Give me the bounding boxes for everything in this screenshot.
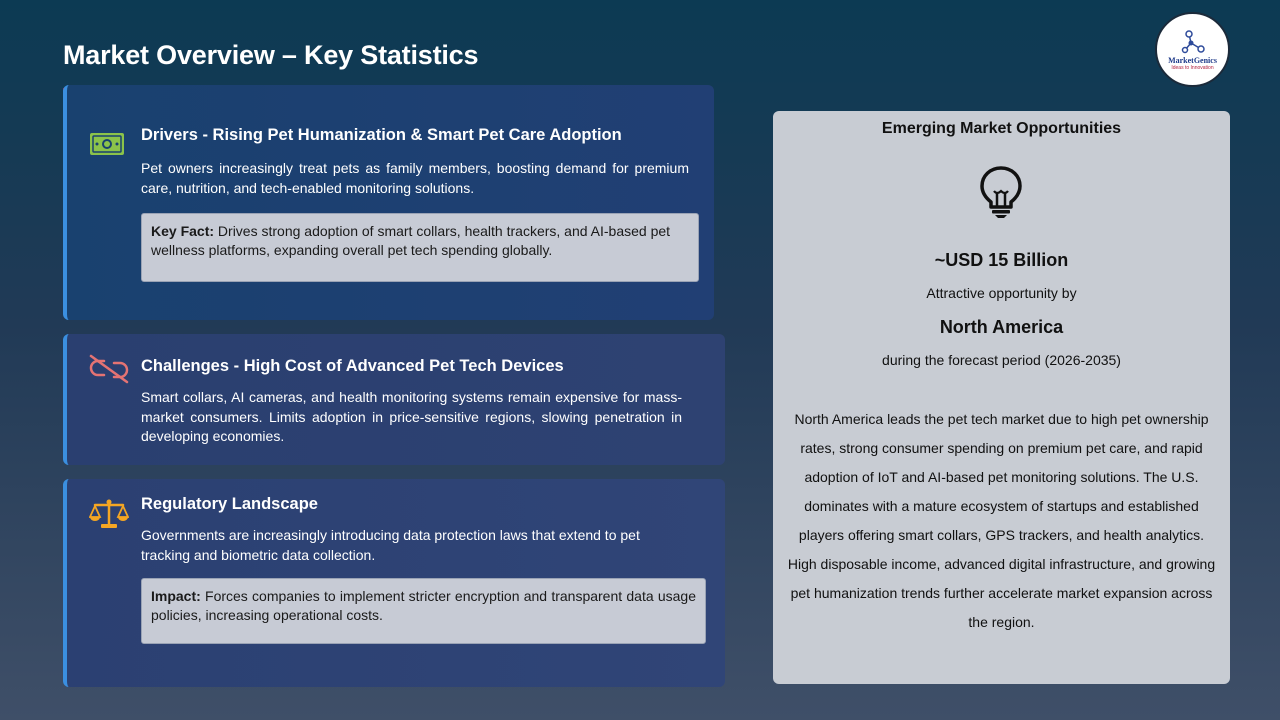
- challenges-body: Smart collars, AI cameras, and health monitoring systems remain expensive for mass-market consumers. Limits adoption in price-sensitive regions, slowing penetration in developing economies.: [141, 389, 682, 444]
- impact-label: Impact:: [151, 588, 201, 604]
- logo-name: MarketGenics: [1168, 55, 1217, 65]
- broken-link-icon: [89, 354, 129, 384]
- challenges-heading: Challenges - High Cost of Advanced Pet Tech Devices: [141, 357, 564, 375]
- regulatory-impact: [141, 578, 706, 644]
- regulatory-card: [63, 479, 725, 687]
- company-logo: [1155, 12, 1230, 87]
- regulatory-heading: Regulatory Landscape: [141, 495, 318, 513]
- forecast-period: during the forecast period (2026-2035): [882, 352, 1121, 368]
- page-title: Market Overview – Key Statistics: [63, 40, 479, 70]
- lightbulb-icon: [977, 165, 1025, 219]
- opportunity-panel: [773, 111, 1230, 684]
- money-icon: [89, 130, 125, 158]
- regulatory-body: Governments are increasingly introducing data protection laws that extend to pet tracking and biometric data collection.: [141, 527, 640, 563]
- key-fact-label: Key Fact:: [151, 223, 215, 239]
- drivers-card: [63, 85, 714, 320]
- drivers-heading: Drivers - Rising Pet Humanization & Smart Pet Care Adoption: [141, 126, 622, 144]
- impact-text: Forces companies to implement stricter encryption and transparent data usage policies, increasing operational costs.: [151, 588, 696, 623]
- opportunity-heading: Emerging Market Opportunities: [881, 120, 1122, 137]
- opportunity-value: ~USD 15 Billion: [934, 250, 1069, 270]
- drivers-body: Pet owners increasingly treat pets as family members, boosting demand for premium care, nutrition, and tech-enabled monitoring solutions.: [141, 160, 689, 196]
- molecule-logo-icon: [1180, 29, 1206, 55]
- drivers-key-fact: [141, 213, 699, 282]
- scales-icon: [89, 498, 129, 530]
- challenges-card: [63, 334, 725, 465]
- opportunity-description: North America leads the pet tech market due to high pet ownership rates, strong consumer spending on premium pet care, and rapid adoption of IoT and AI-based pet monitoring solutions. The U.S. dominates with a mature ecosystem of startups and established players offering smart collars, GPS trackers, and health analytics. High disposable income, advanced digital infrastructure, and growing pet humanization trends further accelerate market expansion across the region.: [787, 411, 1216, 630]
- key-fact-text: Drives strong adoption of smart collars, health trackers, and AI-based pet wellness platforms, expanding overall pet tech spending globally.: [151, 223, 671, 258]
- logo-tagline: Ideas to Innovation: [1171, 64, 1214, 71]
- opportunity-region: North America: [939, 317, 1064, 337]
- opportunity-subtext: Attractive opportunity by: [926, 285, 1077, 301]
